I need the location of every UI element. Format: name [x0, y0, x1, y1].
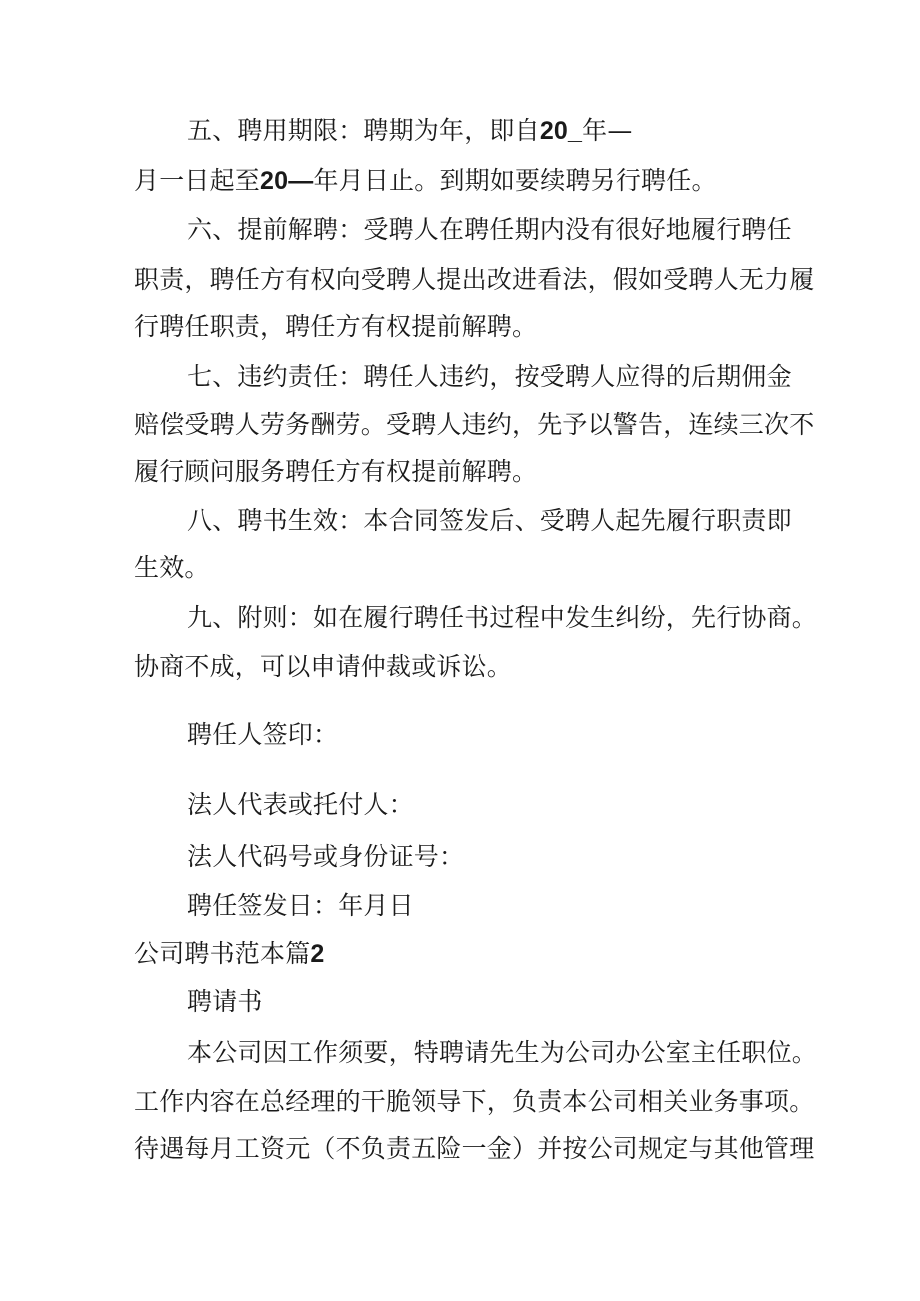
clause5-year-end: 20— [260, 167, 314, 195]
section2-heading-number: 2 [310, 940, 325, 968]
section2-heading-text: 公司聘书范本篇 [134, 939, 311, 968]
signature-appointer: 聘任人签印： [187, 720, 339, 749]
section2-body-line2: 工作内容在总经理的干脆领导下，负责本公司相关业务事项。 [134, 1087, 815, 1116]
clause7-line2: 赔偿受聘人劳务酬劳。受聘人违约，先予以警告，连续三次不 [134, 410, 815, 439]
section2-body-line1: 本公司因工作须要，特聘请先生为公司办公室主任职位。 [187, 1038, 818, 1067]
clause5-text-end: 年— [582, 116, 633, 145]
clause6-line2: 职责，聘任方有权向受聘人提出改进看法，假如受聘人无力履 [134, 265, 815, 294]
clause5-text-b: 年月日止。到期如要续聘另行聘任。 [313, 166, 717, 195]
signature-date: 聘任签发日：年月日 [187, 891, 414, 920]
section2-heading [134, 937, 325, 971]
clause7-line1: 七、违约责任：聘任人违约，按受聘人应得的后期佣金 [187, 362, 792, 391]
clause7-line3: 履行顾问服务聘任方有权提前解聘。 [134, 457, 538, 486]
clause9-line2: 协商不成，可以申请仲裁或诉讼。 [134, 652, 513, 681]
clause8-line2: 生效。 [134, 553, 210, 582]
signature-legal-rep: 法人代表或托付人： [187, 790, 414, 819]
clause5-text-a: 月一日起至 [134, 166, 261, 195]
clause6-line3: 行聘任职责，聘任方有权提前解聘。 [134, 312, 538, 341]
clause5-line2 [134, 164, 717, 198]
clause6-line1: 六、提前解聘：受聘人在聘任期内没有很好地履行聘任 [187, 215, 792, 244]
clause5-text: 五、聘用期限：聘期为年，即自 [187, 116, 540, 145]
clause8-line1: 八、聘书生效：本合同签发后、受聘人起先履行职责即 [187, 506, 792, 535]
clause9-line1: 九、附则：如在履行聘任书过程中发生纠纷，先行协商。 [187, 603, 818, 632]
section2-body-line3: 待遇每月工资元（不负责五险一金）并按公司规定与其他管理 [134, 1134, 815, 1163]
clause5-year-start: 20_ [539, 117, 583, 145]
clause5-line1 [187, 114, 633, 148]
section2-title: 聘请书 [187, 987, 263, 1016]
signature-legal-code: 法人代码号或身份证号： [187, 842, 465, 871]
